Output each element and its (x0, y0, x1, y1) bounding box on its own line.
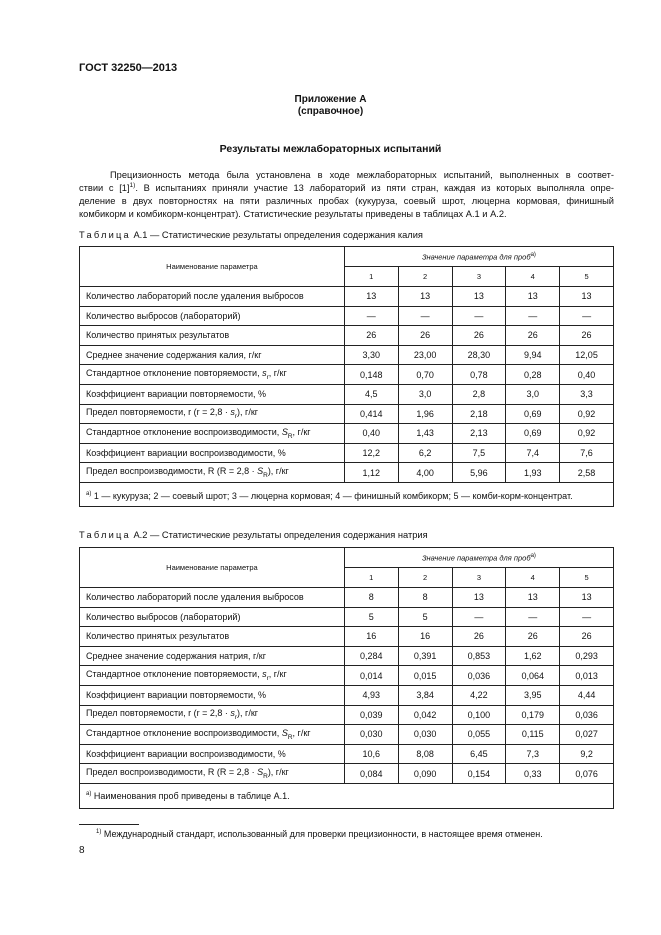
cell-value: — (344, 306, 398, 326)
row-label: Предел воспроизводимости, R $(R = 2,8 \cdot S_R)$, г/кг (80, 764, 345, 784)
cell-value: 13 (452, 588, 506, 608)
cell-value: 0,013 (560, 666, 614, 686)
row-label: Количество принятых результатов (80, 326, 345, 346)
cell-value: 6,45 (452, 744, 506, 764)
col-header: 1 (344, 568, 398, 588)
intro-paragraph (79, 169, 614, 221)
cell-value: 0,076 (560, 764, 614, 784)
table1-body (80, 287, 614, 483)
cell-value: 4,00 (398, 463, 452, 483)
table-row (80, 588, 614, 608)
table2-caption (79, 530, 428, 540)
cell-value: 0,40 (560, 365, 614, 385)
cell-value: 2,8 (452, 384, 506, 404)
intro-text: ствии с [1] (79, 183, 130, 193)
cell-value: 0,284 (344, 646, 398, 666)
cell-value: 0,179 (506, 705, 560, 725)
row-label: Стандартное отклонение повторяемости, $s_r$, г/кг (80, 666, 345, 686)
cell-value: 9,2 (560, 744, 614, 764)
footnote-divider (79, 824, 139, 825)
table2-footnote (80, 783, 614, 809)
col-header: 3 (452, 568, 506, 588)
table-row (80, 705, 614, 725)
cell-value: 0,064 (506, 666, 560, 686)
cell-value: 26 (398, 326, 452, 346)
table-row (80, 384, 614, 404)
cell-value: 0,030 (398, 725, 452, 745)
row-label: Количество принятых результатов (80, 627, 345, 647)
cell-value: 0,090 (398, 764, 452, 784)
cell-value: 2,58 (560, 463, 614, 483)
col-header: 2 (398, 267, 452, 287)
table-row (80, 345, 614, 365)
cell-value: 1,93 (506, 463, 560, 483)
caption-text: А.2 — Статистические результаты определения содержания натрия (133, 530, 428, 540)
cell-value: 4,44 (560, 685, 614, 705)
cell-value: 0,055 (452, 725, 506, 745)
table-row (80, 627, 614, 647)
cell-value: 0,69 (506, 424, 560, 444)
cell-value: 0,391 (398, 646, 452, 666)
cell-value: 0,100 (452, 705, 506, 725)
cell-value: 0,084 (344, 764, 398, 784)
footnote-marker: а) (86, 490, 92, 497)
page-number: 8 (79, 845, 85, 856)
cell-value: 0,92 (560, 424, 614, 444)
row-label: Количество лабораторий после удаления выбросов (80, 287, 345, 307)
table-row (80, 306, 614, 326)
footnote-marker: а) (86, 790, 92, 797)
annex-title: Приложение А (294, 94, 367, 105)
row-label: Количество выбросов (лабораторий) (80, 607, 345, 627)
cell-value: 3,3 (560, 384, 614, 404)
cell-value: 0,148 (344, 365, 398, 385)
intro-line: деление в двух повторностях на пяти различных пробах (кукуруза, соевый шрот, люцерна кормовая, финишный (79, 196, 614, 206)
annex-kind: (справочное) (297, 106, 364, 117)
col-header: 4 (506, 267, 560, 287)
col-header: 2 (398, 568, 452, 588)
cell-value: — (398, 306, 452, 326)
cell-value: 26 (452, 627, 506, 647)
row-label: Стандартное отклонение повторяемости, $s_r$, г/кг (80, 365, 345, 385)
header-group-text: Значение параметра для проб (421, 553, 531, 563)
cell-value: 1,43 (398, 424, 452, 444)
cell-value: 0,014 (344, 666, 398, 686)
footnote-text: Наименования проб приведены в таблице А.1. (91, 790, 290, 801)
cell-value: 0,036 (452, 666, 506, 686)
cell-value: 7,4 (506, 443, 560, 463)
table-row (80, 607, 614, 627)
intro-line (79, 182, 614, 195)
header-name: Наименование параметра (80, 548, 345, 588)
intro-line: комбикорм и комбикорм-концентрат). Статистические результаты приведены в таблицах А.1 и А.2. (79, 209, 507, 219)
row-label: Предел воспроизводимости, R $(R = 2,8 \cdot S_R)$, г/кг (80, 463, 345, 483)
header-name: Наименование параметра (80, 247, 345, 287)
header-group (344, 247, 613, 267)
row-label: Количество лабораторий после удаления выбросов (80, 588, 345, 608)
cell-value: 5,96 (452, 463, 506, 483)
cell-value: 16 (398, 627, 452, 647)
cell-value: 13 (506, 287, 560, 307)
page-footnote (96, 829, 543, 839)
cell-value: 28,30 (452, 345, 506, 365)
cell-value: 2,18 (452, 404, 506, 424)
cell-value: 0,92 (560, 404, 614, 424)
cell-value: 0,70 (398, 365, 452, 385)
col-header: 5 (560, 568, 614, 588)
table-row (80, 443, 614, 463)
cell-value: 26 (560, 627, 614, 647)
cell-value: 5 (398, 607, 452, 627)
header-group-text: Значение параметра для проб (421, 252, 531, 262)
cell-value: 0,853 (452, 646, 506, 666)
row-label: Количество выбросов (лабораторий) (80, 306, 345, 326)
cell-value: 8,08 (398, 744, 452, 764)
cell-value: — (506, 607, 560, 627)
table-row (80, 744, 614, 764)
cell-value: 2,13 (452, 424, 506, 444)
cell-value: 12,2 (344, 443, 398, 463)
row-label: Коэффициент вариации воспроизводимости, % (80, 744, 345, 764)
row-label: Коэффициент вариации повторяемости, % (80, 384, 345, 404)
cell-value: 0,042 (398, 705, 452, 725)
table2-body (80, 588, 614, 784)
caption-text: А.1 — Статистические результаты определения содержания калия (133, 230, 423, 240)
table-row (80, 463, 614, 483)
cell-value: 13 (560, 287, 614, 307)
cell-value: — (452, 607, 506, 627)
cell-value: 7,5 (452, 443, 506, 463)
header-group-sup: а) (530, 251, 536, 258)
document-id: ГОСТ 32250—2013 (79, 62, 178, 74)
table-row (80, 666, 614, 686)
cell-value: 26 (560, 326, 614, 346)
cell-value: 7,6 (560, 443, 614, 463)
table-row (80, 326, 614, 346)
section-title: Результаты межлабораторных испытаний (219, 143, 442, 155)
cell-value: 13 (398, 287, 452, 307)
table1-caption (79, 230, 423, 240)
cell-value: 4,5 (344, 384, 398, 404)
col-header: 5 (560, 267, 614, 287)
cell-value: 26 (506, 326, 560, 346)
footnote-text: Международный стандарт, использованный для проверки прецизионности, в настоящее время отменен. (101, 829, 543, 839)
cell-value: 4,93 (344, 685, 398, 705)
cell-value: 1,96 (398, 404, 452, 424)
cell-value: 4,22 (452, 685, 506, 705)
cell-value: 26 (344, 326, 398, 346)
footnote-marker: 1) (96, 829, 102, 835)
cell-value: 3,30 (344, 345, 398, 365)
cell-value: 7,3 (506, 744, 560, 764)
cell-value: — (506, 306, 560, 326)
table-row (80, 287, 614, 307)
cell-value: 0,039 (344, 705, 398, 725)
caption-word: Таблица (79, 230, 131, 240)
cell-value: 3,84 (398, 685, 452, 705)
cell-value: 13 (560, 588, 614, 608)
row-label: Предел повторяемости, r $(r = 2,8 \cdot s_r)$, г/кг (80, 705, 345, 725)
cell-value: 0,015 (398, 666, 452, 686)
row-label: Предел повторяемости, r $(r = 2,8 \cdot s_r)$, г/кг (80, 404, 345, 424)
cell-value: 0,414 (344, 404, 398, 424)
cell-value: 1,12 (344, 463, 398, 483)
table-row (80, 424, 614, 444)
cell-value: — (560, 306, 614, 326)
intro-text: . В испытаниях приняли участие 13 лабораторий из пяти стран, каждая из которых выполняла опре- (135, 183, 614, 193)
col-header: 3 (452, 267, 506, 287)
table-row (80, 646, 614, 666)
cell-value: 6,2 (398, 443, 452, 463)
cell-value: 3,95 (506, 685, 560, 705)
cell-value: 13 (344, 287, 398, 307)
caption-word: Таблица (79, 530, 131, 540)
table-row (80, 404, 614, 424)
header-group (344, 548, 613, 568)
cell-value: 26 (452, 326, 506, 346)
cell-value: 0,69 (506, 404, 560, 424)
cell-value: 5 (344, 607, 398, 627)
cell-value: 0,027 (560, 725, 614, 745)
cell-value: 0,40 (344, 424, 398, 444)
cell-value: 10,6 (344, 744, 398, 764)
cell-value: 12,05 (560, 345, 614, 365)
cell-value: 0,293 (560, 646, 614, 666)
cell-value: 0,036 (560, 705, 614, 725)
row-label: Среднее значение содержания натрия, г/кг (80, 646, 345, 666)
cell-value: 9,94 (506, 345, 560, 365)
table2 (79, 547, 614, 809)
cell-value: 0,28 (506, 365, 560, 385)
cell-value: 0,33 (506, 764, 560, 784)
table-row (80, 685, 614, 705)
footnote-ref: 1) (129, 181, 136, 189)
cell-value: 0,030 (344, 725, 398, 745)
cell-value: 13 (452, 287, 506, 307)
cell-value: 0,115 (506, 725, 560, 745)
row-label: Стандартное отклонение воспроизводимости, $S_R$, г/кг (80, 725, 345, 745)
cell-value: 3,0 (506, 384, 560, 404)
row-label: Коэффициент вариации воспроизводимости, % (80, 443, 345, 463)
row-label: Стандартное отклонение воспроизводимости, $S_R$, г/кг (80, 424, 345, 444)
table-row (80, 725, 614, 745)
footnote-text: 1 — кукуруза; 2 — соевый шрот; 3 — люцерна кормовая; 4 — финишный комбикорм; 5 — комби-корм-концентрат. (91, 490, 573, 501)
table-row (80, 764, 614, 784)
cell-value: 16 (344, 627, 398, 647)
cell-value: 8 (344, 588, 398, 608)
row-label: Коэффициент вариации повторяемости, % (80, 685, 345, 705)
col-header: 1 (344, 267, 398, 287)
table1-footnote (80, 482, 614, 507)
row-label: Среднее значение содержания калия, г/кг (80, 345, 345, 365)
cell-value: 8 (398, 588, 452, 608)
header-group-sup: а) (530, 552, 536, 559)
cell-value: 1,62 (506, 646, 560, 666)
cell-value: — (560, 607, 614, 627)
table-row (80, 365, 614, 385)
intro-line: Прецизионность метода была установлена в ходе межлабораторных испытаний, выполненных в соответ- (110, 170, 614, 180)
table1 (79, 246, 614, 507)
cell-value: 3,0 (398, 384, 452, 404)
cell-value: 0,78 (452, 365, 506, 385)
cell-value: 26 (506, 627, 560, 647)
cell-value: 0,154 (452, 764, 506, 784)
cell-value: — (452, 306, 506, 326)
col-header: 4 (506, 568, 560, 588)
cell-value: 13 (506, 588, 560, 608)
cell-value: 23,00 (398, 345, 452, 365)
